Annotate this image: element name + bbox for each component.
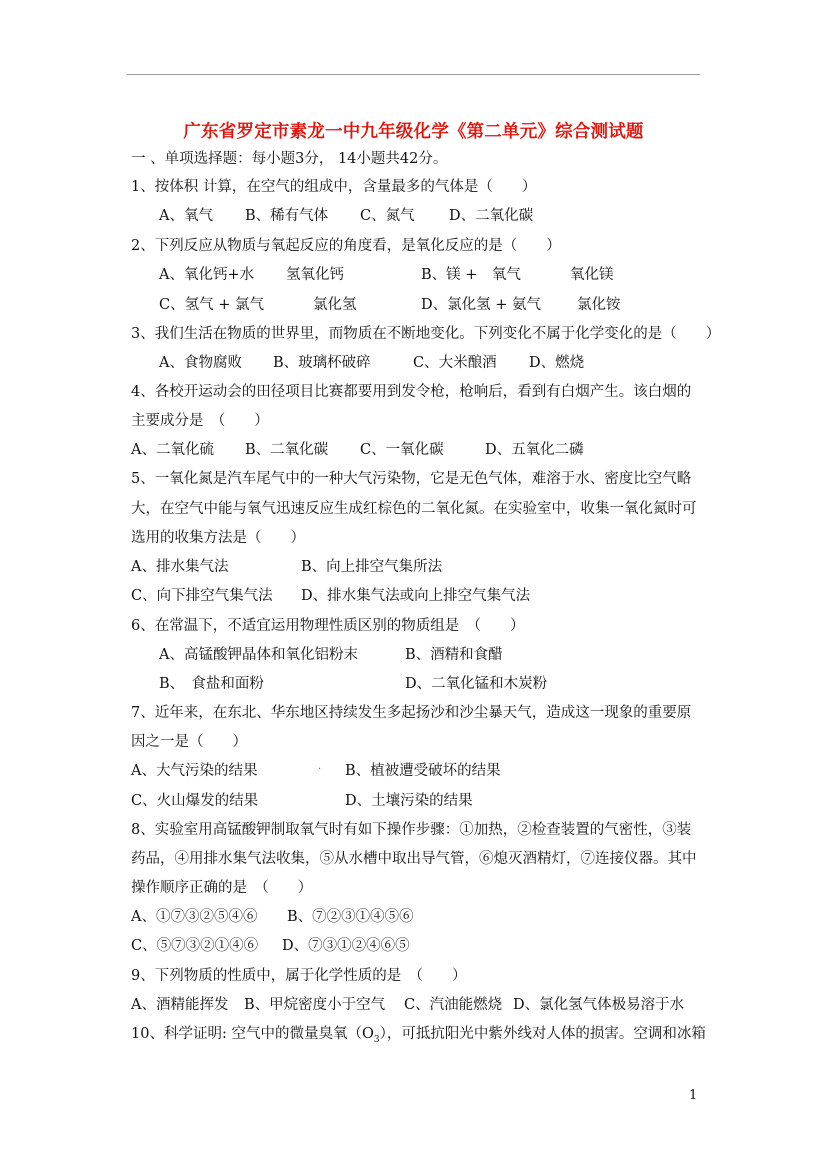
- question-5-stem-line-3: 选用的收集方法是（ ）: [131, 530, 305, 546]
- page-title: 广东省罗定市素龙一中九年级化学《第二单元》综合测试题: [183, 122, 644, 142]
- q4-option-d: D、五氧化二磷: [485, 442, 584, 458]
- q6-option-d: D、二氧化锰和木炭粉: [405, 676, 548, 692]
- question-6-stem: 6、在常温下，不适宜运用物理性质区别的物质组是 （ ）: [131, 618, 525, 634]
- question-4-stem-line-1: 4、各校开运动会的田径项目比赛都要用到发令枪，枪响后，看到有白烟产生。该白烟的: [131, 384, 692, 400]
- q4-option-c: C、一氧化碳: [360, 442, 444, 458]
- q2-option-d-reactants: D、氯化氢 + 氨气: [421, 297, 541, 313]
- q3-option-a: A、食物腐败: [159, 355, 242, 371]
- q9-option-d: D、氯化氢气体极易溶于水: [513, 997, 685, 1013]
- q10-subscript: 3: [373, 1034, 380, 1045]
- q7-option-a: A、大气污染的结果: [131, 763, 258, 779]
- question-3-stem: 3、我们生活在物质的世界里，而物质在不断地变化。下列变化不属于化学变化的是（ ）: [131, 326, 721, 342]
- q1-option-a: A、氧气: [159, 208, 213, 224]
- q2-option-a-reactants: A、氧化钙+水: [159, 267, 255, 283]
- q4-option-a: A、二氧化硫: [131, 442, 214, 458]
- q5-option-b: B、向上排空气集所法: [301, 559, 443, 575]
- header-rule: [127, 74, 700, 75]
- question-4-stem-line-2: 主要成分是 （ ）: [131, 413, 269, 429]
- q10-text-before: 10、科学证明: 空气中的微量臭氧（O: [131, 1026, 374, 1042]
- q2-option-a-product: 氢氧化钙: [286, 267, 344, 283]
- q5-option-a: A、排水集气法: [131, 559, 229, 575]
- q9-option-b: B、甲烷密度小于空气: [244, 997, 386, 1013]
- q4-option-b: B、二氧化碳: [245, 442, 329, 458]
- q3-option-d: D、燃烧: [529, 355, 585, 371]
- q2-option-b-product: 氧化镁: [570, 267, 614, 283]
- q7-option-b: B、植被遭受破坏的结果: [345, 763, 501, 779]
- q7-option-c: C、火山爆发的结果: [131, 793, 259, 809]
- q6-option-b: B、酒精和食醋: [405, 647, 503, 663]
- section-heading: 一 、单项选择题：每小题3分， 14小题共42分。: [131, 151, 448, 167]
- q1-option-d: D、二氧化碳: [449, 208, 534, 224]
- q1-option-c: C、氮气: [360, 208, 415, 224]
- question-1-stem: 1、按体积 计算，在空气的组成中，含量最多的气体是（ ）: [131, 179, 537, 195]
- q8-option-c: C、⑤⑦③②①④⑥: [131, 938, 259, 954]
- q8-option-d: D、⑦③①②④⑥⑤: [282, 938, 410, 954]
- q9-option-a: A、酒精能挥发: [131, 997, 229, 1013]
- question-7-stem-line-1: 7、近年来，在东北、华东地区持续发生多起扬沙和沙尘暴天气，造成这一现象的重要原: [131, 705, 692, 721]
- question-8-stem-line-1: 8、实验室用高锰酸钾制取氧气时有如下操作步骤：①加热，②检查装置的气密性，③装: [131, 822, 692, 838]
- q9-option-c: C、汽油能燃烧: [404, 997, 503, 1013]
- q3-option-b: B、玻璃杯破碎: [273, 355, 371, 371]
- q8-option-a: A、①⑦③②⑤④⑥: [131, 909, 258, 925]
- q2-option-c-reactants: C、氢气 + 氯气: [159, 297, 264, 313]
- page-number: 1: [689, 1088, 698, 1103]
- question-9-stem: 9、下列物质的性质中，属于化学性质的是 （ ）: [131, 968, 467, 984]
- q10-text-after: ），可抵抗阳光中紫外线对人体的损害。空调和冰箱: [379, 1026, 706, 1042]
- question-8-stem-line-3: 操作顺序正确的是 （ ）: [131, 880, 313, 896]
- question-5-stem-line-2: 大，在空气中能与氧气迅速反应生成红棕色的二氧化氮。在实验室中，收集一氧化氮时可: [131, 501, 697, 517]
- q7-option-d: D、土壤污染的结果: [345, 793, 473, 809]
- q6-option-a: A、高锰酸钾晶体和氧化铝粉末: [159, 647, 358, 663]
- question-10-stem: [131, 1024, 706, 1050]
- question-7-stem-line-2: 因之一是（ ）: [131, 734, 247, 750]
- question-8-stem-line-2: 药品，④用排水集气法收集，⑤从水槽中取出导气管，⑥熄灭酒精灯，⑦连接仪器。其中: [131, 851, 697, 867]
- stray-mark: .: [318, 761, 322, 772]
- q3-option-c: C、大米酿酒: [413, 355, 497, 371]
- question-2-stem: 2、下列反应从物质与氧起反应的角度看，是氧化反应的是（ ）: [131, 238, 561, 254]
- q2-option-c-product: 氯化氢: [313, 297, 357, 313]
- q2-option-b-reactants: B、镁 + 氧气: [421, 267, 521, 283]
- q1-option-b: B、稀有气体: [245, 208, 329, 224]
- q5-option-c: C、向下排空气集气法: [131, 588, 273, 604]
- q5-option-d: D、排水集气法或向上排空气集气法: [301, 588, 531, 604]
- question-5-stem-line-1: 5、一氧化氮是汽车尾气中的一种大气污染物，它是无色气体，难溶于水、密度比空气略: [131, 471, 692, 487]
- q8-option-b: B、⑦②③①④⑤⑥: [287, 909, 414, 925]
- q6-option-c: B、 食盐和面粉: [159, 676, 264, 692]
- q2-option-d-product: 氯化铵: [577, 297, 621, 313]
